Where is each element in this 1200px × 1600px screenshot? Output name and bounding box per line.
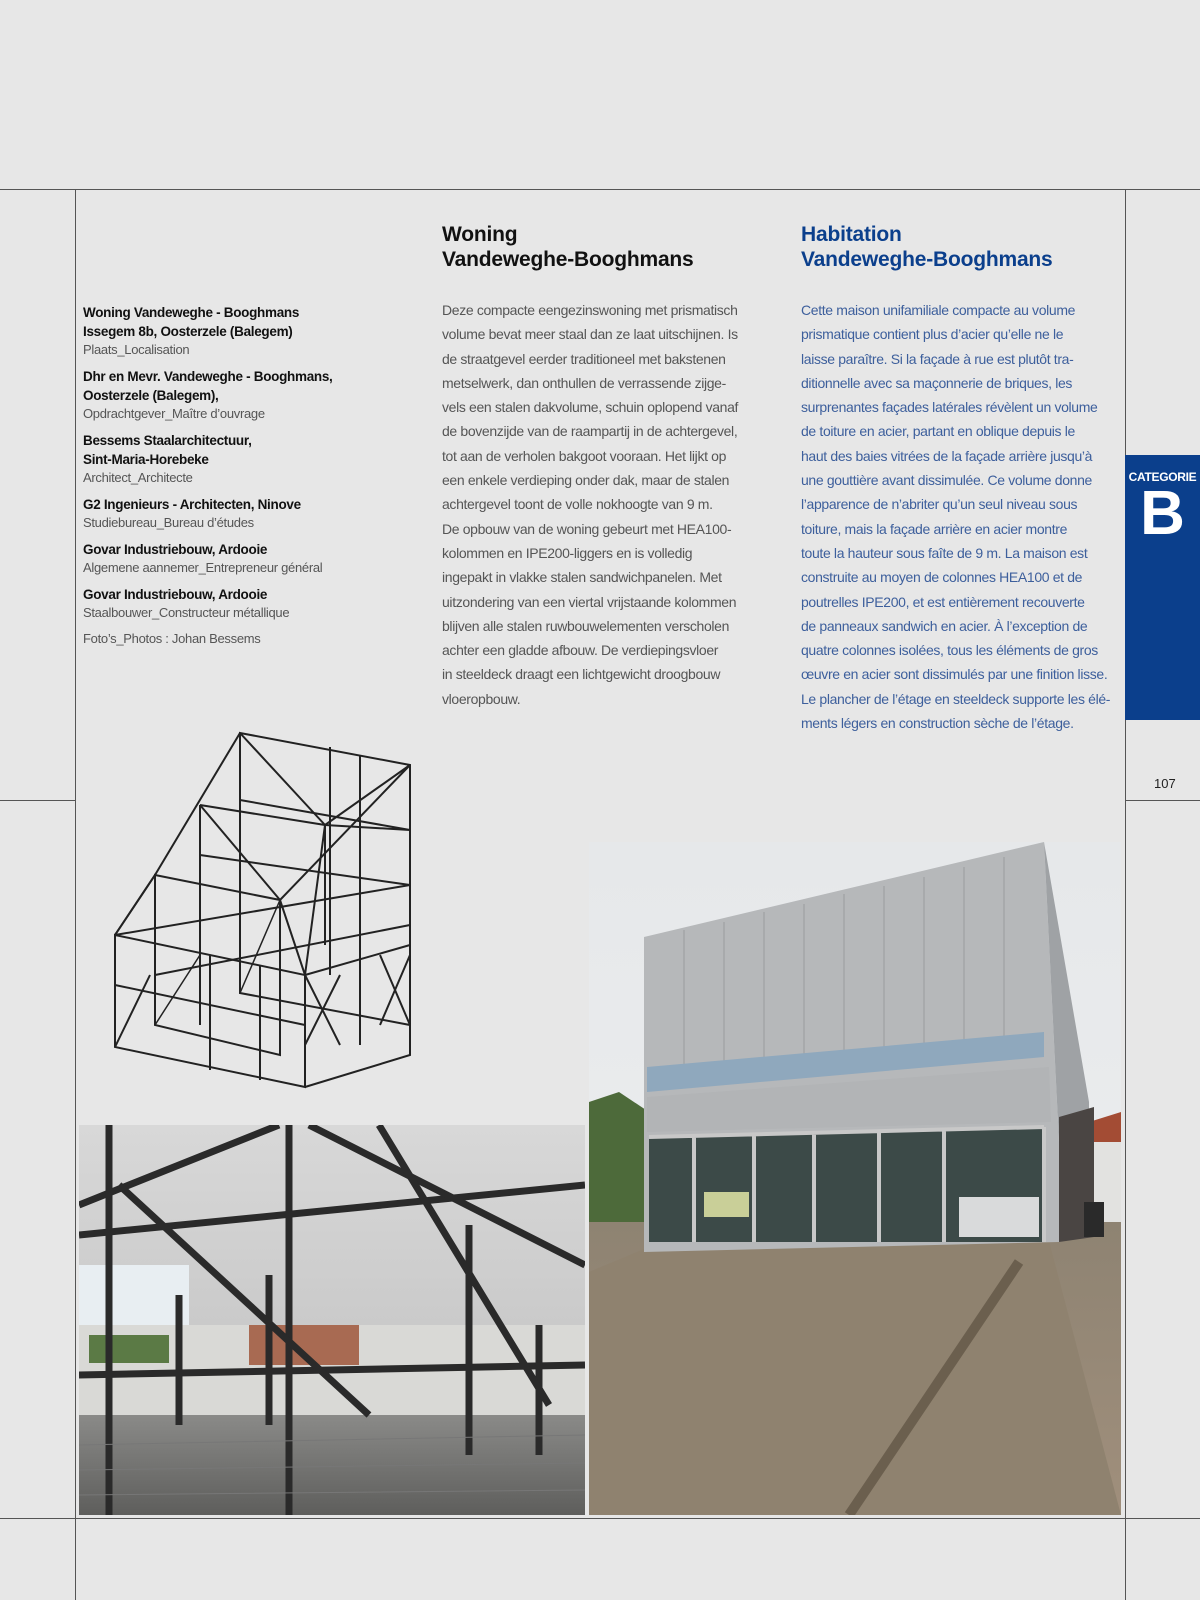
credit-entry: [83, 367, 333, 423]
credit-entry: [83, 303, 333, 359]
fr-body-line: œuvre en acier sont dissimulés par une finition lisse.: [801, 666, 1108, 683]
credit-name: Issegem 8b, Oosterzele (Balegem): [83, 324, 293, 339]
credit-role: Algemene aannemer_Entrepreneur général: [83, 560, 323, 575]
left-stub-rule: [0, 800, 75, 801]
credit-role: Staalbouwer_Constructeur métallique: [83, 605, 290, 620]
french-body-text: [801, 298, 1110, 735]
top-rule: [0, 189, 1200, 190]
fr-body-line: quatre colonnes isolées, tous les éléments de gros: [801, 642, 1098, 659]
credit-role: Plaats_Localisation: [83, 342, 190, 357]
nl-body-line: Deze compacte eengezinswoning met prismatisch: [442, 302, 738, 318]
nl-body-line: achtergevel toont de volle nokhoogte van 9 m.: [442, 496, 713, 513]
nl-body-line: de straatgevel eerder traditioneel met bakstenen: [442, 350, 726, 367]
fr-body-line: haut des baies vitrées de la façade arrière jusqu’à: [801, 447, 1093, 464]
nl-body-line: blijven alle stalen ruwbouwelementen verscholen: [442, 617, 730, 634]
credit-entry: [83, 495, 333, 532]
credit-name: Bessems Staalarchitectuur,: [83, 433, 252, 448]
fr-body-line: toute la hauteur sous faîte de 9 m. La maison est: [801, 544, 1088, 561]
interior-steel-frame-photo: [79, 1125, 585, 1515]
credit-name: Oosterzele (Balegem),: [83, 388, 219, 403]
bottom-rule: [0, 1518, 1200, 1519]
credit-role: Opdrachtgever_Maître d’ouvrage: [83, 406, 265, 421]
nl-body-line: de bovenzijde van de raampartij in de achtergevel,: [442, 423, 738, 440]
fr-body-line: laisse paraître. Si la façade à rue est plutôt tra-: [801, 350, 1074, 367]
nl-body-line: uitzondering van een viertal vrijstaande kolommen: [442, 593, 737, 610]
nl-body-line: vloeropbouw.: [442, 690, 521, 707]
page-number: 107: [1154, 776, 1176, 791]
credit-name: G2 Ingenieurs - Architecten, Ninove: [83, 497, 301, 512]
steel-frame-drawing: [110, 725, 535, 1105]
nl-body-line: ingepakt in vlakke stalen sandwichpanelen. Met: [442, 569, 722, 586]
credit-role: Studiebureau_Bureau d’études: [83, 515, 254, 530]
fr-body-line: construite au moyen de colonnes HEA100 et de: [801, 569, 1083, 586]
nl-body-line: in steeldeck draagt een lichtgewicht droogbouw: [442, 666, 721, 683]
nl-body-line: kolommen en IPE200-liggers en is volledig: [442, 544, 693, 561]
credit-entry: [83, 630, 333, 648]
category-label: CATEGORIE: [1128, 470, 1197, 484]
category-letter: B: [1140, 479, 1185, 548]
credit-name: Govar Industriebouw, Ardooie: [83, 587, 268, 602]
credit-entry: [83, 540, 333, 577]
fr-body-line: Cette maison unifamiliale compacte au volume: [801, 302, 1076, 318]
nl-body-line: metselwerk, dan onthullen de verrassende zijge-: [442, 374, 726, 391]
fr-body-line: une gouttière avant dissimulée. Ce volume donne: [801, 472, 1092, 489]
nl-body-line: De opbouw van de woning gebeurt met HEA100-: [442, 520, 732, 537]
right-margin-rule: [1125, 189, 1126, 1600]
fr-body-line: ments légers en construction sèche de l’étage.: [801, 715, 1074, 732]
credit-name: Dhr en Mevr. Vandeweghe - Booghmans,: [83, 369, 333, 384]
credit-name: Woning Vandeweghe - Booghmans: [83, 305, 300, 320]
fr-body-line: poutrelles IPE200, et est entièrement recouverte: [801, 593, 1085, 610]
right-stub-rule: [1125, 800, 1200, 801]
nl-body-line: volume bevat meer staal dan ze laat uitschijnen. Is: [442, 326, 738, 343]
french-title-line: Habitation: [801, 223, 902, 246]
left-margin-rule: [75, 189, 76, 1600]
dutch-title-line: Woning: [442, 223, 518, 246]
frame-lines: [115, 733, 410, 1087]
credit-entry: [83, 585, 333, 622]
fr-body-line: de toiture en acier, partant en oblique depuis le: [801, 423, 1075, 440]
dutch-title-line: Vandeweghe-Booghmans: [442, 248, 694, 271]
fr-body-line: de panneaux sandwich en acier. À l’exception de: [801, 617, 1088, 634]
house-exterior-photo: [589, 842, 1121, 1515]
dutch-body-text: [442, 298, 738, 711]
dutch-title: [442, 222, 694, 272]
french-title-line: Vandeweghe-Booghmans: [801, 248, 1053, 271]
credit-name: Sint-Maria-Horebeke: [83, 452, 209, 467]
nl-body-line: vels een stalen dakvolume, schuin oplopend vanaf: [442, 399, 739, 416]
project-credits: [83, 303, 333, 656]
fr-body-line: ditionnelle avec sa maçonnerie de briques, les: [801, 374, 1073, 391]
category-tab: [1125, 455, 1200, 720]
nl-body-line: achter een gladde afbouw. De verdiepingsvloer: [442, 642, 719, 659]
credit-role: Architect_Architecte: [83, 470, 193, 485]
nl-body-line: een enkele verdieping onder dak, maar de stalen: [442, 472, 730, 489]
fr-body-line: prismatique contient plus d’acier qu’elle ne le: [801, 326, 1064, 343]
fr-body-line: Le plancher de l’étage en steeldeck supporte les élé-: [801, 690, 1111, 707]
nl-body-line: tot aan de verholen bakgoot vooraan. Het lijkt op: [442, 447, 727, 464]
credit-name: Govar Industriebouw, Ardooie: [83, 542, 268, 557]
fr-body-line: surprenantes façades latérales révèlent un volume: [801, 399, 1098, 416]
fr-body-line: toiture, mais la façade arrière en acier montre: [801, 520, 1068, 537]
credit-role: Foto’s_Photos : Johan Bessems: [83, 631, 261, 646]
french-title: [801, 222, 1053, 272]
fr-body-line: l’apparence de n’abriter qu’un seul niveau sous: [801, 496, 1078, 513]
credit-entry: [83, 431, 333, 487]
